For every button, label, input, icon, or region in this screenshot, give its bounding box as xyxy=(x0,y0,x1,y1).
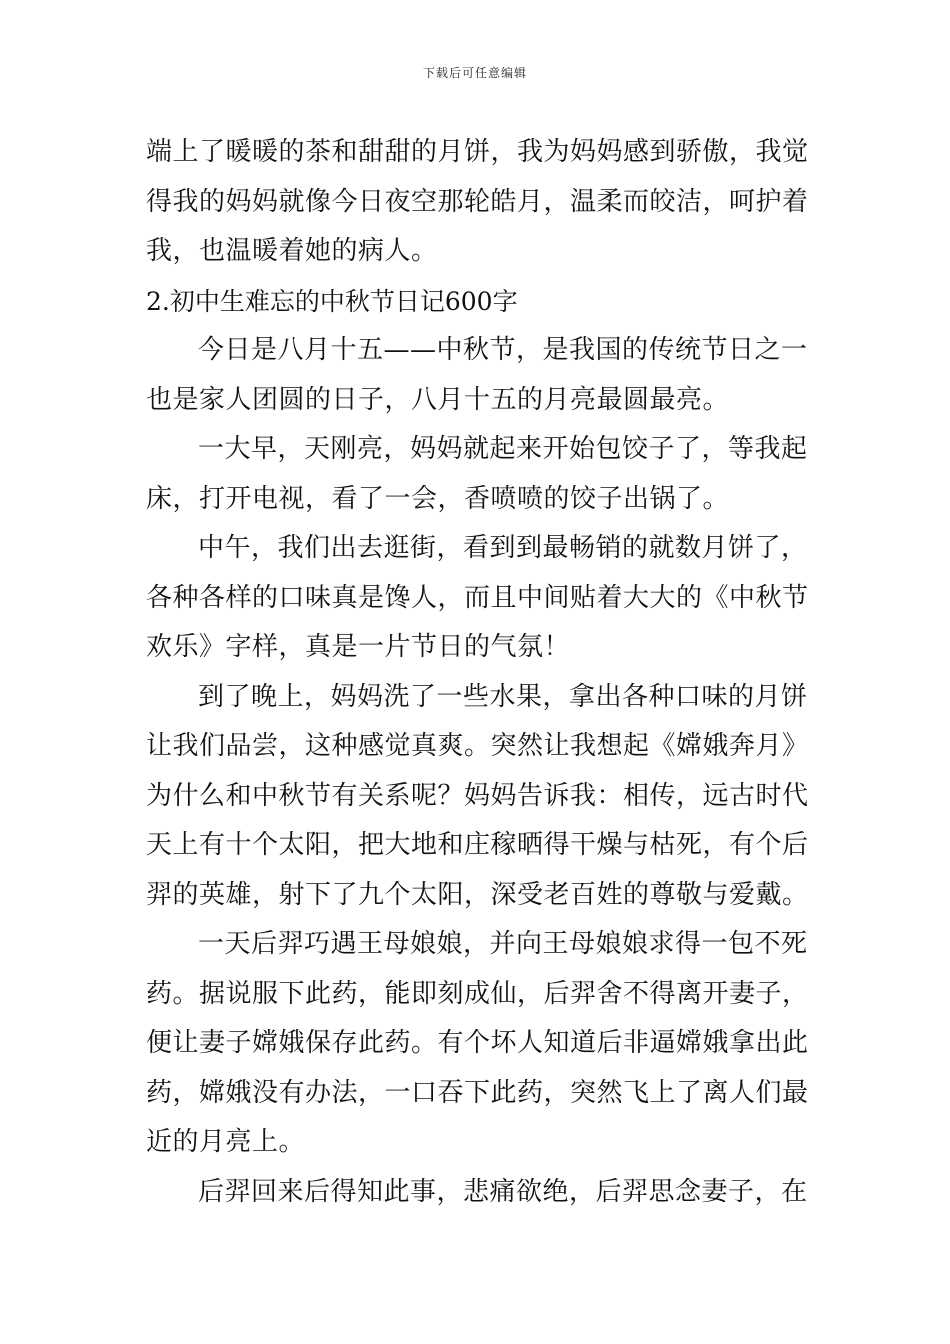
paragraph-line-10: 为什么和中秋节有关系呢？妈妈告诉我：相传，远古时代 xyxy=(146,780,809,811)
paragraph-line-15: 便让妻子嫦娥保存此药。有个坏人知道后非逼嫦娥拿出此 xyxy=(146,1028,809,1058)
paragraph-line-2: 也是家人团圆的日子，八月十五的月亮最圆最亮。 xyxy=(146,384,730,415)
paragraph-line-17: 近的月亮上。 xyxy=(146,1127,306,1157)
paragraph-line-8: 到了晚上，妈妈洗了一些水果，拿出各种口味的月饼 xyxy=(198,681,808,712)
paragraph-line-16: 药，嫦娥没有办法，一口吞下此药，突然飞上了离人们最 xyxy=(146,1077,809,1108)
page-header-note: 下载后可任意编辑 xyxy=(422,66,527,80)
paragraph-line-9: 让我们品尝，这种感觉真爽。突然让我想起《嫦娥奔月》 xyxy=(146,731,809,761)
paragraph-line-5: 中午，我们出去逛街，看到到最畅销的就数月饼了， xyxy=(198,533,808,563)
paragraph-line-3: 一大早，天刚亮，妈妈就起来开始包饺子了，等我起 xyxy=(198,434,808,464)
paragraph-line-1: 今日是八月十五——中秋节，是我国的传统节日之一 xyxy=(198,335,808,365)
text-line-2: 得我的妈妈就像今日夜空那轮皓月，温柔而皎洁，呵护着 xyxy=(146,186,809,217)
paragraph-line-12: 羿的英雄，射下了九个太阳，深受老百姓的尊敬与爱戴。 xyxy=(146,879,809,910)
paragraph-line-13: 一天后羿巧遇王母娘娘，并向王母娘娘求得一包不死 xyxy=(198,929,808,959)
paragraph-line-14: 药。据说服下此药，能即刻成仙，后羿舍不得离开妻子， xyxy=(146,978,809,1009)
paragraph-line-4: 床，打开电视，看了一会，香喷喷的饺子出锅了。 xyxy=(146,483,730,514)
text-line-3: 我，也温暖着她的病人。 xyxy=(146,236,438,266)
paragraph-line-6: 各种各样的口味真是馋人，而且中间贴着大大的《中秋节 xyxy=(146,582,809,613)
paragraph-line-18: 后羿回来后得知此事，悲痛欲绝，后羿思念妻子，在 xyxy=(198,1176,808,1207)
paragraph-line-7: 欢乐》字样，真是一片节日的气氛！ xyxy=(146,632,571,662)
text-line-1: 端上了暖暖的茶和甜甜的月饼，我为妈妈感到骄傲，我觉 xyxy=(146,137,809,167)
paragraph-line-11: 天上有十个太阳，把大地和庄稼晒得干燥与枯死，有个后 xyxy=(146,830,809,860)
section-heading: 2.初中生难忘的中秋节日记600字 xyxy=(146,286,518,316)
document-body xyxy=(146,128,808,1217)
